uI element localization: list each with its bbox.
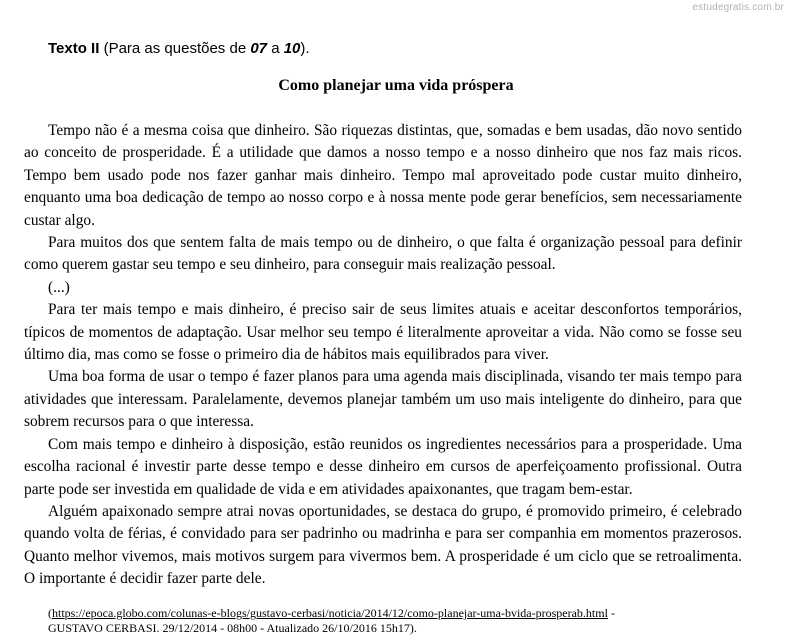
paragraph-5: Com mais tempo e dinheiro à disposição, estão reunidos os ingredientes necessários para a prosperidade. Uma escolha racional é investir parte desse tempo e desse dinheiro em cursos de aperfeiçoamento profissional. Outra parte pode ser investida em qualidade de vida e em atividades apaixonantes, que tragam bem-estar. [24, 435, 742, 498]
paragraph-6: Alguém apaixonado sempre atrai novas oportunidades, se destaca do grupo, é promovido primeiro, é celebrado quando volta de férias, é convidado para ser padrinho ou madrinha e para ser companhia em momentos prazerosos. Quanto melhor vivemos, mais motivos surgem para vivermos bem. A prosperidade é um ciclo que se retroalimenta. O importante é decidir fazer parte dele. [24, 502, 742, 588]
header-connector: a [267, 40, 284, 57]
question-from: 07 [250, 40, 268, 57]
paragraph-4: Uma boa forma de usar o tempo é fazer planos para uma agenda mais disciplinada, visando ter mais tempo para atividades que interessam. Paralelamente, devemos planejar também um uso mais inteligente do dinheiro, para que sobrem recursos para o que interessa. [24, 368, 742, 431]
header-intro: (Para as questões de [99, 40, 251, 57]
source-line-1 [48, 606, 748, 621]
source-link[interactable]: https://epoca.globo.com/colunas-e-blogs/gustavo-cerbasi/noticia/2014/12/como-planejar-uma-bvida-prosperab.html [52, 606, 608, 620]
paragraph-1: Tempo não é a mesma coisa que dinheiro. São riquezas distintas, que, somadas e bem usadas, dão novo sentido ao conceito de prosperidade. É a utilidade que damos a nosso tempo e a nosso dinheiro que nos faz mais ricos. Tempo bem usado pode nos fazer ganhar mais dinheiro. Tempo mal aproveitado pode custar muito dinheiro, enquanto uma boa dedicação de tempo ao nosso corpo e à nossa mente pode gerar benefícios, sem necessariamente custar algo. [24, 122, 742, 229]
header-end: ). [300, 40, 310, 57]
source-separator: - [607, 606, 615, 620]
source-credit: GUSTAVO CERBASI. 29/12/2014 - 08h00 - Atualizado 26/10/2016 15h17). [48, 621, 417, 635]
texto-label: Texto II [48, 40, 100, 57]
paragraph-3: Para ter mais tempo e mais dinheiro, é preciso sair de seus limites atuais e aceitar desconfortos temporários, típicos de momentos de adaptação. Usar melhor seu tempo é literalmente aproveitar a vida. Não como se fosse seu último dia, mas como se fosse o primeiro dia de hábitos mais equilibrados para viver. [24, 301, 742, 364]
question-to: 10 [283, 40, 301, 57]
article-title: Como planejar uma vida próspera [278, 77, 514, 94]
text-header [48, 40, 310, 58]
paragraph-2: Para muitos dos que sentem falta de mais tempo ou de dinheiro, o que falta é organização pessoal para definir como querem gastar seu tempo e seu dinheiro, para conseguir mais realização pessoal. [24, 234, 742, 274]
source-open: ( [48, 606, 52, 620]
watermark: estudegratis.com.br [692, 2, 784, 13]
article-body [24, 120, 742, 591]
source-citation [48, 606, 748, 636]
paragraph-ellipsis: (...) [48, 278, 70, 296]
